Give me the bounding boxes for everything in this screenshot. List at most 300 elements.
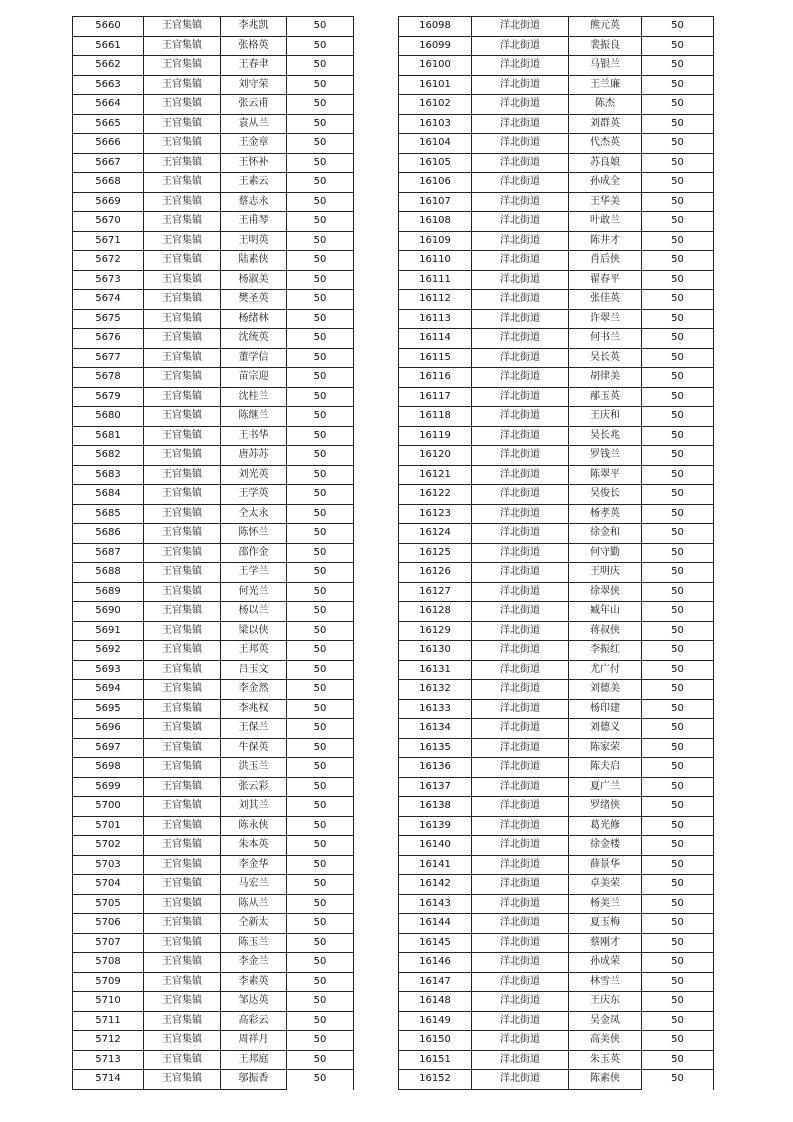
amount-cell: 50 — [642, 485, 714, 505]
person-name-cell: 罗钱兰 — [569, 446, 642, 466]
town-cell: 洋北街道 — [472, 17, 569, 37]
record-number-cell: 16152 — [399, 1070, 472, 1090]
table-row — [73, 290, 354, 310]
town-cell: 洋北街道 — [472, 114, 569, 134]
person-name-cell: 王书华 — [221, 426, 287, 446]
amount-cell: 50 — [642, 738, 714, 758]
amount-cell: 50 — [642, 816, 714, 836]
person-name-cell: 王春聿 — [221, 56, 287, 76]
record-number-cell: 5687 — [73, 543, 144, 563]
person-name-cell: 陈怀兰 — [221, 524, 287, 544]
table-row — [399, 153, 714, 173]
town-cell: 王官集镇 — [144, 1050, 221, 1070]
amount-cell: 50 — [642, 114, 714, 134]
person-name-cell: 沈统英 — [221, 329, 287, 349]
town-cell: 王官集镇 — [144, 270, 221, 290]
town-cell: 王官集镇 — [144, 1011, 221, 1031]
person-name-cell: 陈家荣 — [569, 738, 642, 758]
table-row — [73, 504, 354, 524]
person-name-cell: 张格英 — [221, 36, 287, 56]
amount-cell: 50 — [642, 251, 714, 271]
record-number-cell: 5671 — [73, 231, 144, 251]
amount-cell: 50 — [642, 582, 714, 602]
record-number-cell: 5696 — [73, 719, 144, 739]
town-cell: 洋北街道 — [472, 95, 569, 115]
record-number-cell: 16127 — [399, 582, 472, 602]
town-cell: 洋北街道 — [472, 192, 569, 212]
record-number-cell: 16121 — [399, 465, 472, 485]
amount-cell: 50 — [287, 582, 354, 602]
record-number-cell: 5705 — [73, 894, 144, 914]
town-cell: 洋北街道 — [472, 348, 569, 368]
table-row — [399, 992, 714, 1012]
town-cell: 王官集镇 — [144, 407, 221, 427]
table-row — [73, 134, 354, 154]
town-cell: 洋北街道 — [472, 719, 569, 739]
table-row — [399, 1031, 714, 1051]
town-cell: 王官集镇 — [144, 582, 221, 602]
person-name-cell: 臧年山 — [569, 602, 642, 622]
record-number-cell: 16139 — [399, 816, 472, 836]
table-row — [73, 777, 354, 797]
record-number-cell: 5693 — [73, 660, 144, 680]
table-row — [399, 17, 714, 37]
table-row — [73, 212, 354, 232]
person-name-cell: 张云彩 — [221, 777, 287, 797]
person-name-cell: 吴长兆 — [569, 426, 642, 446]
table-row — [73, 699, 354, 719]
amount-cell: 50 — [287, 855, 354, 875]
amount-cell: 50 — [642, 660, 714, 680]
amount-cell: 50 — [287, 563, 354, 583]
table-row — [399, 914, 714, 934]
person-name-cell: 樊圣英 — [221, 290, 287, 310]
person-name-cell: 裴振良 — [569, 36, 642, 56]
person-name-cell: 刘德美 — [569, 680, 642, 700]
town-cell: 洋北街道 — [472, 914, 569, 934]
table-row — [73, 621, 354, 641]
person-name-cell: 张云甫 — [221, 95, 287, 115]
table-row — [73, 75, 354, 95]
person-name-cell: 夏玉梅 — [569, 914, 642, 934]
amount-cell: 50 — [642, 875, 714, 895]
person-name-cell: 翟春平 — [569, 270, 642, 290]
town-cell: 王官集镇 — [144, 972, 221, 992]
record-number-cell: 5682 — [73, 446, 144, 466]
table-row — [399, 855, 714, 875]
amount-cell: 50 — [287, 290, 354, 310]
person-name-cell: 王金章 — [221, 134, 287, 154]
town-cell: 王官集镇 — [144, 173, 221, 193]
table-row — [73, 465, 354, 485]
right-roster-table — [398, 16, 714, 1090]
person-name-cell: 王怀补 — [221, 153, 287, 173]
town-cell: 王官集镇 — [144, 114, 221, 134]
town-cell: 洋北街道 — [472, 1011, 569, 1031]
record-number-cell: 16107 — [399, 192, 472, 212]
person-name-cell: 罗绪侠 — [569, 797, 642, 817]
amount-cell: 50 — [642, 894, 714, 914]
table-row — [399, 680, 714, 700]
left-roster-table — [72, 16, 354, 1090]
person-name-cell: 陈翠平 — [569, 465, 642, 485]
person-name-cell: 邵作金 — [221, 543, 287, 563]
record-number-cell: 16142 — [399, 875, 472, 895]
table-row — [399, 426, 714, 446]
table-row — [399, 290, 714, 310]
person-name-cell: 何书兰 — [569, 329, 642, 349]
person-name-cell: 代杰英 — [569, 134, 642, 154]
amount-cell: 50 — [287, 446, 354, 466]
person-name-cell: 吴俊长 — [569, 485, 642, 505]
town-cell: 洋北街道 — [472, 36, 569, 56]
record-number-cell: 5700 — [73, 797, 144, 817]
town-cell: 洋北街道 — [472, 875, 569, 895]
amount-cell: 50 — [642, 446, 714, 466]
table-row — [399, 1070, 714, 1090]
amount-cell: 50 — [642, 504, 714, 524]
amount-cell: 50 — [287, 153, 354, 173]
table-row — [399, 212, 714, 232]
record-number-cell: 5678 — [73, 368, 144, 388]
amount-cell: 50 — [287, 17, 354, 37]
town-cell: 洋北街道 — [472, 738, 569, 758]
record-number-cell: 5702 — [73, 836, 144, 856]
record-number-cell: 5685 — [73, 504, 144, 524]
amount-cell: 50 — [287, 836, 354, 856]
person-name-cell: 陈玉兰 — [221, 933, 287, 953]
town-cell: 王官集镇 — [144, 387, 221, 407]
table-row — [399, 777, 714, 797]
amount-cell: 50 — [287, 309, 354, 329]
table-row — [399, 368, 714, 388]
amount-cell: 50 — [287, 270, 354, 290]
record-number-cell: 5677 — [73, 348, 144, 368]
table-row — [399, 602, 714, 622]
record-number-cell: 5709 — [73, 972, 144, 992]
amount-cell: 50 — [287, 173, 354, 193]
table-row — [73, 36, 354, 56]
town-cell: 洋北街道 — [472, 680, 569, 700]
table-row — [399, 719, 714, 739]
amount-cell: 50 — [287, 641, 354, 661]
town-cell: 洋北街道 — [472, 290, 569, 310]
table-row — [73, 231, 354, 251]
amount-cell: 50 — [642, 56, 714, 76]
amount-cell: 50 — [642, 953, 714, 973]
record-number-cell: 16120 — [399, 446, 472, 466]
record-number-cell: 16118 — [399, 407, 472, 427]
table-row — [399, 563, 714, 583]
record-number-cell: 5688 — [73, 563, 144, 583]
table-row — [399, 504, 714, 524]
amount-cell: 50 — [287, 621, 354, 641]
town-cell: 洋北街道 — [472, 446, 569, 466]
record-number-cell: 16143 — [399, 894, 472, 914]
table-row — [73, 894, 354, 914]
town-cell: 王官集镇 — [144, 17, 221, 37]
person-name-cell: 沈桂兰 — [221, 387, 287, 407]
table-row — [73, 933, 354, 953]
record-number-cell: 16115 — [399, 348, 472, 368]
town-cell: 王官集镇 — [144, 719, 221, 739]
town-cell: 王官集镇 — [144, 816, 221, 836]
person-name-cell: 陆素侠 — [221, 251, 287, 271]
record-number-cell: 16151 — [399, 1050, 472, 1070]
amount-cell: 50 — [642, 914, 714, 934]
table-row — [399, 192, 714, 212]
table-row — [73, 582, 354, 602]
amount-cell: 50 — [287, 992, 354, 1012]
record-number-cell: 16126 — [399, 563, 472, 583]
amount-cell: 50 — [287, 368, 354, 388]
record-number-cell: 16123 — [399, 504, 472, 524]
record-number-cell: 16146 — [399, 953, 472, 973]
amount-cell: 50 — [642, 777, 714, 797]
person-name-cell: 高美侠 — [569, 1031, 642, 1051]
table-row — [399, 134, 714, 154]
record-number-cell: 5684 — [73, 485, 144, 505]
person-name-cell: 王邦英 — [221, 641, 287, 661]
person-name-cell: 王兰廉 — [569, 75, 642, 95]
table-row — [399, 407, 714, 427]
table-row — [73, 719, 354, 739]
record-number-cell: 5661 — [73, 36, 144, 56]
town-cell: 王官集镇 — [144, 621, 221, 641]
amount-cell: 50 — [287, 95, 354, 115]
amount-cell: 50 — [287, 485, 354, 505]
table-row — [73, 953, 354, 973]
table-row — [73, 192, 354, 212]
record-number-cell: 16104 — [399, 134, 472, 154]
town-cell: 洋北街道 — [472, 153, 569, 173]
left-roster-body — [73, 17, 354, 1090]
record-number-cell: 5667 — [73, 153, 144, 173]
record-number-cell: 16108 — [399, 212, 472, 232]
person-name-cell: 徐金楼 — [569, 836, 642, 856]
table-row — [399, 1050, 714, 1070]
person-name-cell: 王素云 — [221, 173, 287, 193]
town-cell: 王官集镇 — [144, 524, 221, 544]
town-cell: 洋北街道 — [472, 992, 569, 1012]
amount-cell: 50 — [642, 407, 714, 427]
town-cell: 洋北街道 — [472, 485, 569, 505]
person-name-cell: 王庆和 — [569, 407, 642, 427]
record-number-cell: 5660 — [73, 17, 144, 37]
table-row — [73, 407, 354, 427]
person-name-cell: 苗宗迎 — [221, 368, 287, 388]
person-name-cell: 尤广付 — [569, 660, 642, 680]
amount-cell: 50 — [287, 504, 354, 524]
town-cell: 洋北街道 — [472, 894, 569, 914]
amount-cell: 50 — [642, 563, 714, 583]
town-cell: 洋北街道 — [472, 524, 569, 544]
town-cell: 王官集镇 — [144, 36, 221, 56]
record-number-cell: 5710 — [73, 992, 144, 1012]
person-name-cell: 王学英 — [221, 485, 287, 505]
amount-cell: 50 — [642, 348, 714, 368]
amount-cell: 50 — [642, 368, 714, 388]
person-name-cell: 蔡志永 — [221, 192, 287, 212]
amount-cell: 50 — [287, 134, 354, 154]
town-cell: 洋北街道 — [472, 855, 569, 875]
amount-cell: 50 — [287, 914, 354, 934]
town-cell: 洋北街道 — [472, 426, 569, 446]
record-number-cell: 16128 — [399, 602, 472, 622]
record-number-cell: 5704 — [73, 875, 144, 895]
table-row — [399, 309, 714, 329]
town-cell: 王官集镇 — [144, 212, 221, 232]
person-name-cell: 徐翠侠 — [569, 582, 642, 602]
table-row — [399, 251, 714, 271]
town-cell: 洋北街道 — [472, 251, 569, 271]
amount-cell: 50 — [642, 621, 714, 641]
amount-cell: 50 — [642, 95, 714, 115]
town-cell: 王官集镇 — [144, 504, 221, 524]
person-name-cell: 蔡刚才 — [569, 933, 642, 953]
amount-cell: 50 — [642, 719, 714, 739]
town-cell: 王官集镇 — [144, 465, 221, 485]
amount-cell: 50 — [642, 1011, 714, 1031]
amount-cell: 50 — [642, 75, 714, 95]
record-number-cell: 16137 — [399, 777, 472, 797]
amount-cell: 50 — [287, 231, 354, 251]
town-cell: 王官集镇 — [144, 699, 221, 719]
record-number-cell: 5698 — [73, 758, 144, 778]
town-cell: 洋北街道 — [472, 933, 569, 953]
town-cell: 洋北街道 — [472, 641, 569, 661]
record-number-cell: 5674 — [73, 290, 144, 310]
amount-cell: 50 — [287, 953, 354, 973]
amount-cell: 50 — [642, 426, 714, 446]
amount-cell: 50 — [642, 192, 714, 212]
record-number-cell: 5711 — [73, 1011, 144, 1031]
record-number-cell: 16147 — [399, 972, 472, 992]
amount-cell: 50 — [287, 329, 354, 349]
record-number-cell: 16140 — [399, 836, 472, 856]
table-row — [73, 446, 354, 466]
town-cell: 洋北街道 — [472, 387, 569, 407]
person-name-cell: 刘其兰 — [221, 797, 287, 817]
table-row — [73, 816, 354, 836]
town-cell: 洋北街道 — [472, 407, 569, 427]
amount-cell: 50 — [642, 212, 714, 232]
person-name-cell: 刘光英 — [221, 465, 287, 485]
record-number-cell: 16138 — [399, 797, 472, 817]
record-number-cell: 16145 — [399, 933, 472, 953]
record-number-cell: 5692 — [73, 641, 144, 661]
table-row — [399, 953, 714, 973]
record-number-cell: 16141 — [399, 855, 472, 875]
town-cell: 王官集镇 — [144, 641, 221, 661]
person-name-cell: 陈继兰 — [221, 407, 287, 427]
table-row — [73, 524, 354, 544]
table-row — [399, 699, 714, 719]
person-name-cell: 董学信 — [221, 348, 287, 368]
amount-cell: 50 — [287, 426, 354, 446]
record-number-cell: 5690 — [73, 602, 144, 622]
town-cell: 王官集镇 — [144, 95, 221, 115]
record-number-cell: 5675 — [73, 309, 144, 329]
table-row — [399, 641, 714, 661]
town-cell: 王官集镇 — [144, 329, 221, 349]
town-cell: 王官集镇 — [144, 153, 221, 173]
person-name-cell: 李金兰 — [221, 953, 287, 973]
amount-cell: 50 — [642, 309, 714, 329]
record-number-cell: 5679 — [73, 387, 144, 407]
table-row — [399, 348, 714, 368]
amount-cell: 50 — [287, 36, 354, 56]
person-name-cell: 李振红 — [569, 641, 642, 661]
record-number-cell: 5680 — [73, 407, 144, 427]
town-cell: 王官集镇 — [144, 914, 221, 934]
person-name-cell: 胡律美 — [569, 368, 642, 388]
table-row — [73, 368, 354, 388]
person-name-cell: 周祥月 — [221, 1031, 287, 1051]
table-row — [399, 758, 714, 778]
record-number-cell: 16098 — [399, 17, 472, 37]
person-name-cell: 陈杰 — [569, 95, 642, 115]
person-name-cell: 李兆凯 — [221, 17, 287, 37]
table-row — [73, 251, 354, 271]
record-number-cell: 5676 — [73, 329, 144, 349]
person-name-cell: 王华美 — [569, 192, 642, 212]
table-row — [399, 75, 714, 95]
amount-cell: 50 — [287, 251, 354, 271]
table-row — [399, 270, 714, 290]
person-name-cell: 王甫琴 — [221, 212, 287, 232]
person-name-cell: 仝太永 — [221, 504, 287, 524]
person-name-cell: 叶敢兰 — [569, 212, 642, 232]
record-number-cell: 16144 — [399, 914, 472, 934]
person-name-cell: 唐苏苏 — [221, 446, 287, 466]
record-number-cell: 16099 — [399, 36, 472, 56]
right-roster-body — [399, 17, 714, 1090]
town-cell: 王官集镇 — [144, 75, 221, 95]
record-number-cell: 16112 — [399, 290, 472, 310]
record-number-cell: 16100 — [399, 56, 472, 76]
town-cell: 王官集镇 — [144, 894, 221, 914]
record-number-cell: 16103 — [399, 114, 472, 134]
table-row — [73, 641, 354, 661]
person-name-cell: 梁以侠 — [221, 621, 287, 641]
person-name-cell: 孙成全 — [569, 173, 642, 193]
town-cell: 王官集镇 — [144, 426, 221, 446]
person-name-cell: 陈井才 — [569, 231, 642, 251]
amount-cell: 50 — [642, 855, 714, 875]
table-row — [73, 309, 354, 329]
amount-cell: 50 — [287, 75, 354, 95]
table-row — [73, 329, 354, 349]
town-cell: 洋北街道 — [472, 582, 569, 602]
record-number-cell: 16111 — [399, 270, 472, 290]
town-cell: 洋北街道 — [472, 777, 569, 797]
town-cell: 洋北街道 — [472, 602, 569, 622]
person-name-cell: 洪玉兰 — [221, 758, 287, 778]
person-name-cell: 王学兰 — [221, 563, 287, 583]
person-name-cell: 邬振香 — [221, 1070, 287, 1090]
record-number-cell: 5664 — [73, 95, 144, 115]
amount-cell: 50 — [287, 894, 354, 914]
town-cell: 洋北街道 — [472, 231, 569, 251]
person-name-cell: 夏广兰 — [569, 777, 642, 797]
record-number-cell: 16113 — [399, 309, 472, 329]
town-cell: 王官集镇 — [144, 231, 221, 251]
town-cell: 王官集镇 — [144, 602, 221, 622]
table-row — [73, 173, 354, 193]
person-name-cell: 王明英 — [221, 231, 287, 251]
town-cell: 王官集镇 — [144, 1070, 221, 1090]
